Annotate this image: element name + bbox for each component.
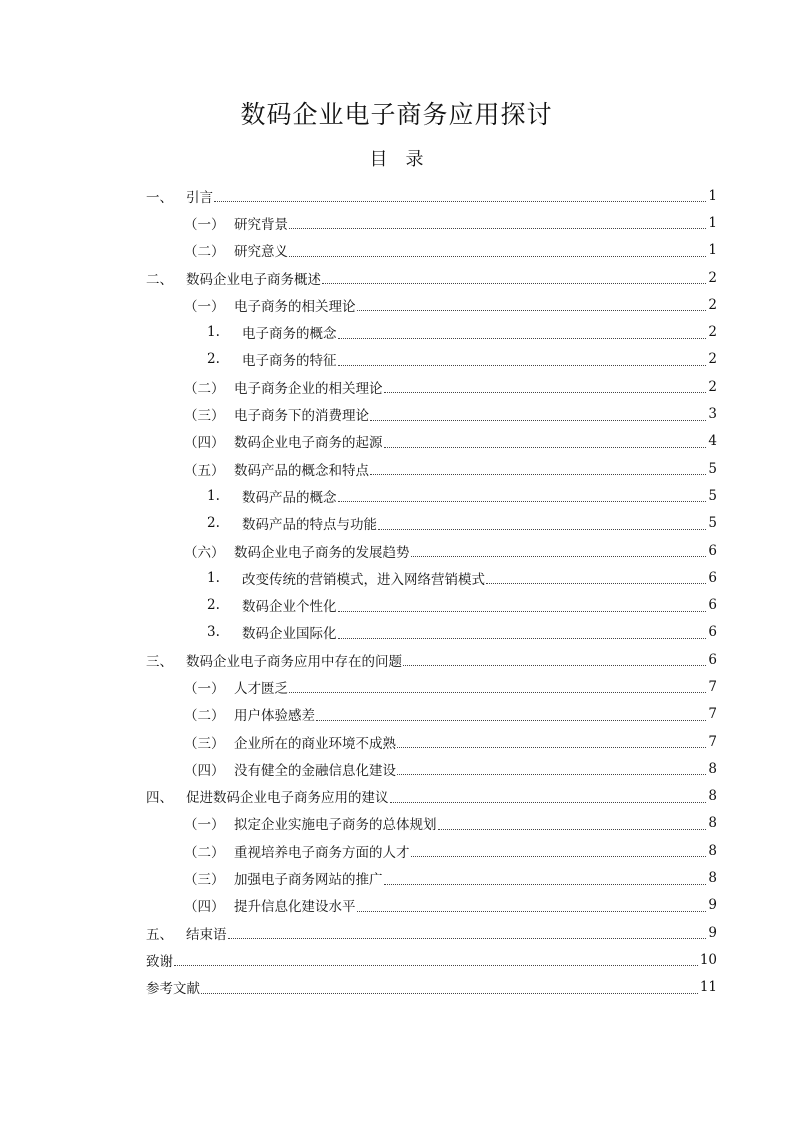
toc-entry[interactable] xyxy=(0,810,717,837)
toc-entry-title: 改变传统的营销模式，进入网络营销模式 xyxy=(242,571,485,588)
toc-dot-leader xyxy=(316,710,706,721)
toc-entry-page-number: 9 xyxy=(708,924,717,941)
toc-entry-page-number: 6 xyxy=(708,569,717,586)
toc-entry[interactable] xyxy=(0,291,717,318)
toc-dot-leader xyxy=(228,928,707,939)
toc-dot-leader xyxy=(378,519,706,530)
toc-entry[interactable] xyxy=(0,237,717,264)
toc-entry[interactable] xyxy=(0,892,717,919)
toc-entry-number: （一） xyxy=(184,680,225,697)
toc-entry-number: （四） xyxy=(184,435,225,452)
toc-dot-leader xyxy=(370,464,706,475)
toc-entry-page-number: 2 xyxy=(708,378,717,395)
toc-dot-leader xyxy=(486,573,706,584)
toc-entry-number: 1. xyxy=(207,487,220,504)
toc-entry-number: （五） xyxy=(184,462,225,479)
toc-dot-leader xyxy=(338,491,707,502)
toc-entry-title: 数码企业电子商务应用中存在的问题 xyxy=(186,653,402,670)
toc-entry-page-number: 2 xyxy=(708,324,717,341)
toc-entry-title: 致谢 xyxy=(146,953,173,970)
toc-entry-title: 电子商务的概念 xyxy=(242,326,337,343)
toc-entry[interactable] xyxy=(0,346,717,373)
toc-entry-number: （四） xyxy=(184,899,225,916)
toc-entry-title: 电子商务的特征 xyxy=(242,353,337,370)
toc-dot-leader xyxy=(384,382,707,393)
toc-entry-title: 数码企业电子商务的发展趋势 xyxy=(234,544,410,561)
toc-entry-page-number: 5 xyxy=(708,515,717,532)
toc-entry-number: （四） xyxy=(184,762,225,779)
toc-entry-number: （一） xyxy=(184,216,225,233)
toc-entry-page-number: 8 xyxy=(708,870,717,887)
toc-entry-number: （二） xyxy=(184,244,225,261)
toc-entry[interactable] xyxy=(0,728,717,755)
toc-entry[interactable] xyxy=(0,946,717,973)
toc-entry[interactable] xyxy=(0,264,717,291)
toc-entry[interactable] xyxy=(0,701,717,728)
table-of-contents xyxy=(0,182,793,1001)
toc-entry[interactable] xyxy=(0,591,717,618)
toc-entry[interactable] xyxy=(0,837,717,864)
toc-dot-leader xyxy=(390,792,707,803)
toc-entry[interactable] xyxy=(0,428,717,455)
toc-entry-page-number: 4 xyxy=(708,433,717,450)
toc-entry-number: 五、 xyxy=(146,926,173,943)
toc-entry-number: （三） xyxy=(184,872,225,889)
toc-entry-page-number: 9 xyxy=(708,897,717,914)
toc-entry-number: 1. xyxy=(207,324,220,341)
toc-entry-page-number: 6 xyxy=(708,542,717,559)
toc-entry-page-number: 1 xyxy=(708,187,717,204)
toc-entry-page-number: 1 xyxy=(708,214,717,231)
toc-entry-number: （六） xyxy=(184,544,225,561)
toc-heading xyxy=(0,147,793,173)
toc-entry[interactable] xyxy=(0,673,717,700)
toc-entry-page-number: 2 xyxy=(708,269,717,286)
toc-dot-leader xyxy=(338,601,707,612)
toc-entry[interactable] xyxy=(0,755,717,782)
toc-dot-leader xyxy=(214,191,706,202)
toc-entry[interactable] xyxy=(0,537,717,564)
toc-entry[interactable] xyxy=(0,564,717,591)
toc-entry-page-number: 11 xyxy=(699,979,717,996)
toc-dot-leader xyxy=(397,737,706,748)
toc-entry-title: 人才匮乏 xyxy=(234,680,288,697)
toc-dot-leader xyxy=(338,355,707,366)
toc-entry-number: （一） xyxy=(184,298,225,315)
toc-entry-number: 二、 xyxy=(146,271,173,288)
toc-entry-number: 2. xyxy=(207,597,220,614)
toc-entry-number: 三、 xyxy=(146,653,173,670)
toc-dot-leader xyxy=(174,955,698,966)
toc-entry-page-number: 2 xyxy=(708,351,717,368)
toc-entry-title: 没有健全的金融信息化建设 xyxy=(234,762,396,779)
toc-dot-leader xyxy=(289,682,706,693)
toc-entry-number: （二） xyxy=(184,844,225,861)
toc-entry[interactable] xyxy=(0,919,717,946)
toc-entry-title: 研究背景 xyxy=(234,216,288,233)
toc-dot-leader xyxy=(411,546,707,557)
toc-entry[interactable] xyxy=(0,974,717,1001)
toc-heading-char-1: 目 xyxy=(369,149,388,170)
toc-entry-number: （二） xyxy=(184,708,225,725)
toc-entry-title: 数码企业国际化 xyxy=(242,626,337,643)
toc-dot-leader xyxy=(338,628,707,639)
toc-entry-title: 电子商务企业的相关理论 xyxy=(234,380,383,397)
toc-entry-title: 电子商务的相关理论 xyxy=(234,298,356,315)
toc-entry-page-number: 2 xyxy=(708,296,717,313)
toc-entry[interactable] xyxy=(0,783,717,810)
toc-entry[interactable] xyxy=(0,182,717,209)
document-title: 数码企业电子商务应用探讨 xyxy=(240,100,553,129)
toc-entry-number: 一、 xyxy=(146,189,173,206)
toc-entry-page-number: 7 xyxy=(708,733,717,750)
toc-entry-page-number: 1 xyxy=(708,242,717,259)
toc-entry-title: 提升信息化建设水平 xyxy=(234,899,356,916)
toc-dot-leader xyxy=(403,655,706,666)
toc-entry-title: 企业所在的商业环境不成熟 xyxy=(234,735,396,752)
toc-entry-page-number: 8 xyxy=(708,842,717,859)
toc-entry[interactable] xyxy=(0,864,717,891)
toc-dot-leader xyxy=(357,300,707,311)
toc-dot-leader xyxy=(411,846,707,857)
toc-entry-title: 引言 xyxy=(186,189,213,206)
toc-entry[interactable] xyxy=(0,646,717,673)
toc-entry-number: （一） xyxy=(184,817,225,834)
toc-entry-number: 2. xyxy=(207,515,220,532)
toc-entry-page-number: 6 xyxy=(708,597,717,614)
toc-entry[interactable] xyxy=(0,318,717,345)
toc-dot-leader xyxy=(370,410,706,421)
toc-entry-number: （二） xyxy=(184,380,225,397)
toc-entry-page-number: 8 xyxy=(708,788,717,805)
toc-entry-page-number: 8 xyxy=(708,815,717,832)
toc-dot-leader xyxy=(322,273,706,284)
toc-entry-page-number: 7 xyxy=(708,706,717,723)
toc-entry-title: 数码企业电子商务的起源 xyxy=(234,435,383,452)
toc-entry-title: 用户体验感差 xyxy=(234,708,315,725)
toc-dot-leader xyxy=(201,983,698,994)
toc-entry-page-number: 7 xyxy=(708,678,717,695)
toc-entry-title: 参考文献 xyxy=(146,981,200,998)
toc-entry[interactable] xyxy=(0,510,717,537)
toc-entry-title: 数码企业电子商务概述 xyxy=(186,271,321,288)
toc-heading-char-2: 录 xyxy=(405,149,424,170)
toc-entry-title: 数码产品的概念 xyxy=(242,489,337,506)
toc-entry-title: 数码产品的特点与功能 xyxy=(242,517,377,534)
toc-entry[interactable] xyxy=(0,482,717,509)
toc-entry[interactable] xyxy=(0,209,717,236)
toc-entry[interactable] xyxy=(0,619,717,646)
toc-entry-title: 重视培养电子商务方面的人才 xyxy=(234,844,410,861)
toc-entry-number: 2. xyxy=(207,351,220,368)
toc-entry-title: 结束语 xyxy=(186,926,227,943)
toc-entry-title: 数码企业个性化 xyxy=(242,599,337,616)
toc-dot-leader xyxy=(289,246,706,257)
toc-entry-title: 研究意义 xyxy=(234,244,288,261)
toc-entry[interactable] xyxy=(0,373,717,400)
toc-dot-leader xyxy=(397,764,706,775)
toc-entry-number: 四、 xyxy=(146,790,173,807)
toc-entry-page-number: 8 xyxy=(708,760,717,777)
toc-entry-number: （三） xyxy=(184,408,225,425)
toc-entry-page-number: 6 xyxy=(708,651,717,668)
toc-dot-leader xyxy=(338,328,707,339)
toc-entry[interactable] xyxy=(0,400,717,427)
toc-entry-page-number: 3 xyxy=(708,406,717,423)
toc-entry-page-number: 5 xyxy=(708,487,717,504)
toc-dot-leader xyxy=(384,874,707,885)
toc-entry-title: 促进数码企业电子商务应用的建议 xyxy=(186,790,389,807)
toc-dot-leader xyxy=(357,901,707,912)
toc-entry-number: 1. xyxy=(207,569,220,586)
toc-entry-title: 加强电子商务网站的推广 xyxy=(234,872,383,889)
toc-dot-leader xyxy=(289,218,706,229)
toc-entry-number: （三） xyxy=(184,735,225,752)
toc-dot-leader xyxy=(438,819,707,830)
toc-entry-number: 3. xyxy=(207,624,220,641)
toc-entry-page-number: 6 xyxy=(708,624,717,641)
toc-entry-title: 电子商务下的消费理论 xyxy=(234,408,369,425)
toc-entry-page-number: 10 xyxy=(699,951,717,968)
toc-entry-title: 拟定企业实施电子商务的总体规划 xyxy=(234,817,437,834)
toc-dot-leader xyxy=(384,437,707,448)
toc-entry-page-number: 5 xyxy=(708,460,717,477)
toc-entry-title: 数码产品的概念和特点 xyxy=(234,462,369,479)
toc-entry[interactable] xyxy=(0,455,717,482)
